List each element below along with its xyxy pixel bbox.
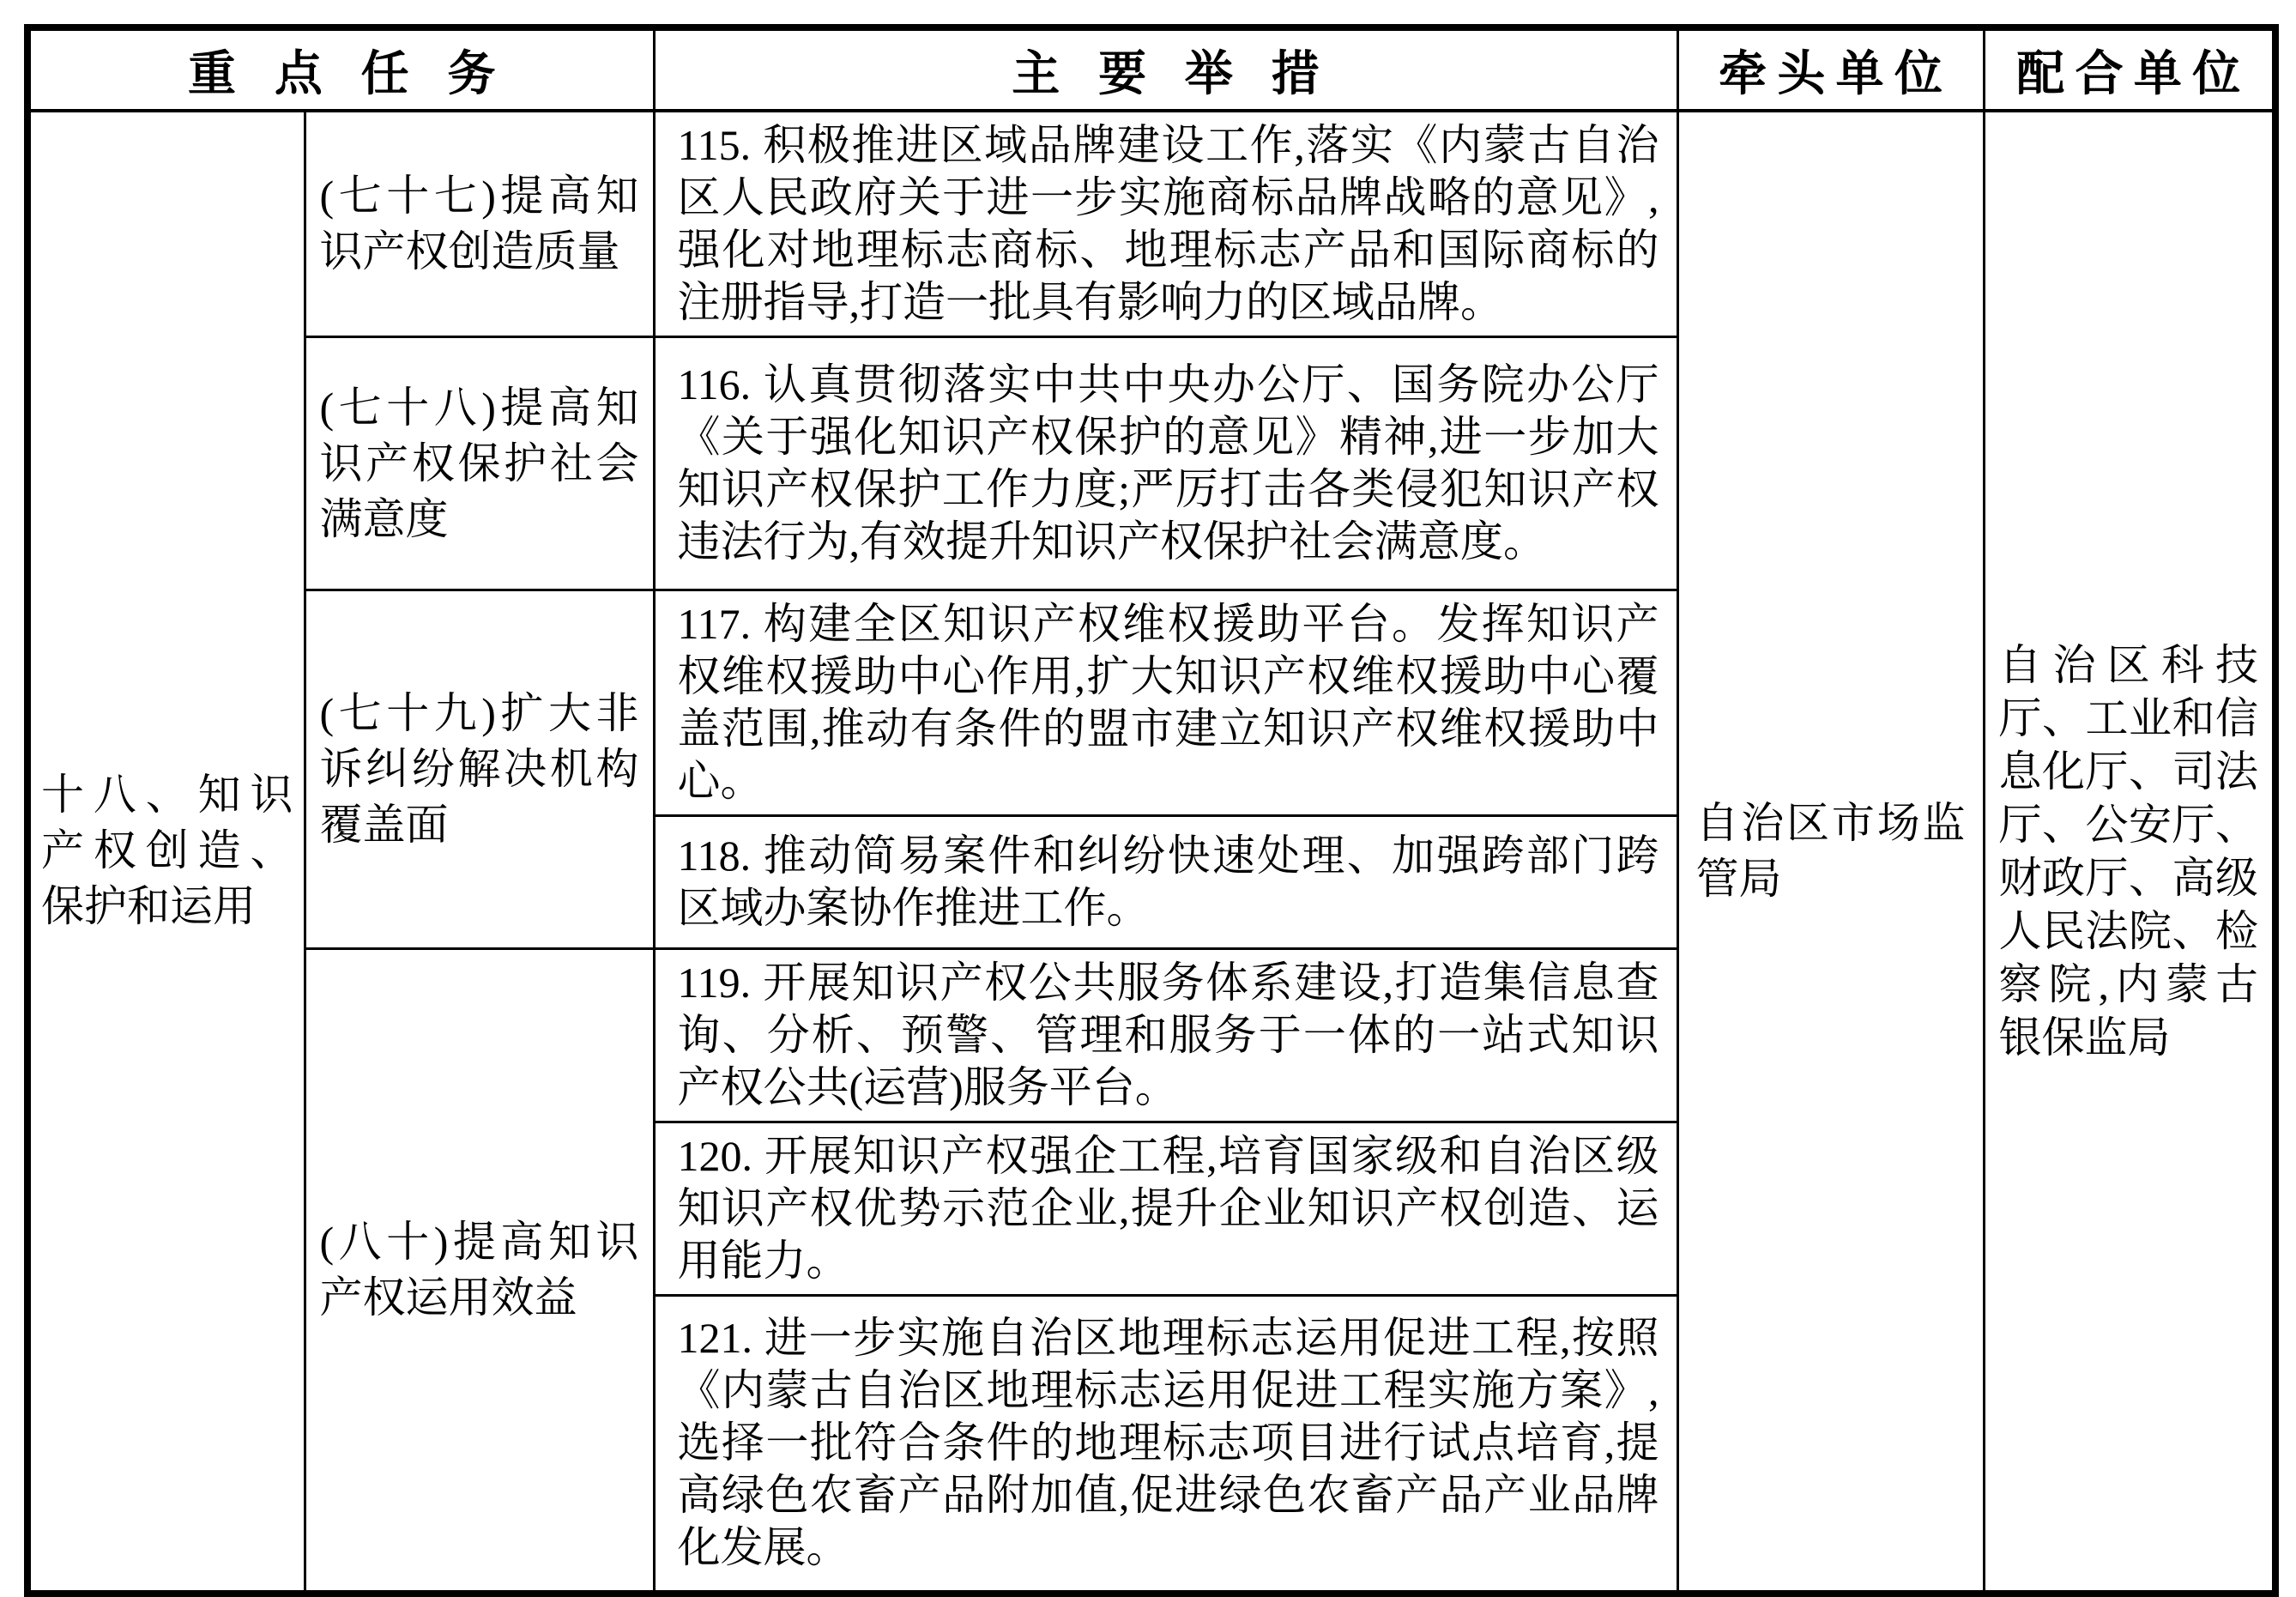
lead-unit-cell: 自治区市场监管局 — [1677, 111, 1984, 1594]
header-main-measures: 主要举措 — [654, 27, 1677, 111]
table-row — [27, 111, 2275, 337]
measure-cell-120: 120. 开展知识产权强企工程,培育国家级和自治区级知识产权优势示范企业,提升企业知识产权创造、运用能力。 — [654, 1122, 1677, 1296]
task-label-cell-78: (七十八)提高知识产权保护社会满意度 — [305, 337, 654, 590]
header-lead-unit: 牵头单位 — [1677, 27, 1984, 111]
measure-cell-116: 116. 认真贯彻落实中共中央办公厅、国务院办公厅《关于强化知识产权保护的意见》精神,进一步加大知识产权保护工作力度;严厉打击各类侵犯知识产权违法行为,有效提升知识产权保护社会满意度。 — [654, 337, 1677, 590]
header-support-unit: 配合单位 — [1984, 27, 2275, 111]
measure-cell-119: 119. 开展知识产权公共服务体系建设,打造集信息查询、分析、预警、管理和服务于一体的一站式知识产权公共(运营)服务平台。 — [654, 949, 1677, 1122]
task-measures-table — [24, 24, 2279, 1597]
measure-cell-118: 118. 推动简易案件和纠纷快速处理、加强跨部门跨区域办案协作推进工作。 — [654, 816, 1677, 949]
measure-cell-121: 121. 进一步实施自治区地理标志运用促进工程,按照《内蒙古自治区地理标志运用促进工程实施方案》,选择一批符合条件的地理标志项目进行试点培育,提高绿色农畜产品附加值,促进绿色农畜产品产业品牌化发展。 — [654, 1296, 1677, 1594]
task-label-cell-77: (七十七)提高知识产权创造质量 — [305, 111, 654, 337]
header-key-tasks: 重点任务 — [27, 27, 654, 111]
measure-cell-115: 115. 积极推进区域品牌建设工作,落实《内蒙古自治区人民政府关于进一步实施商标品牌战略的意见》,强化对地理标志商标、地理标志产品和国际商标的注册指导,打造一批具有影响力的区域品牌。 — [654, 111, 1677, 337]
section-title-cell: 十八、知识产权创造、保护和运用 — [27, 111, 305, 1594]
task-label-cell-80: (八十)提高知识产权运用效益 — [305, 949, 654, 1594]
support-unit-cell: 自治区科技厅、工业和信息化厅、司法厅、公安厅、财政厅、高级人民法院、检察院,内蒙古银保监局 — [1984, 111, 2275, 1594]
task-label-cell-79: (七十九)扩大非诉纠纷解决机构覆盖面 — [305, 590, 654, 949]
measure-cell-117: 117. 构建全区知识产权维权援助平台。发挥知识产权维权援助中心作用,扩大知识产权维权援助中心覆盖范围,推动有条件的盟市建立知识产权维权援助中心。 — [654, 590, 1677, 816]
table-header-row — [27, 27, 2275, 111]
